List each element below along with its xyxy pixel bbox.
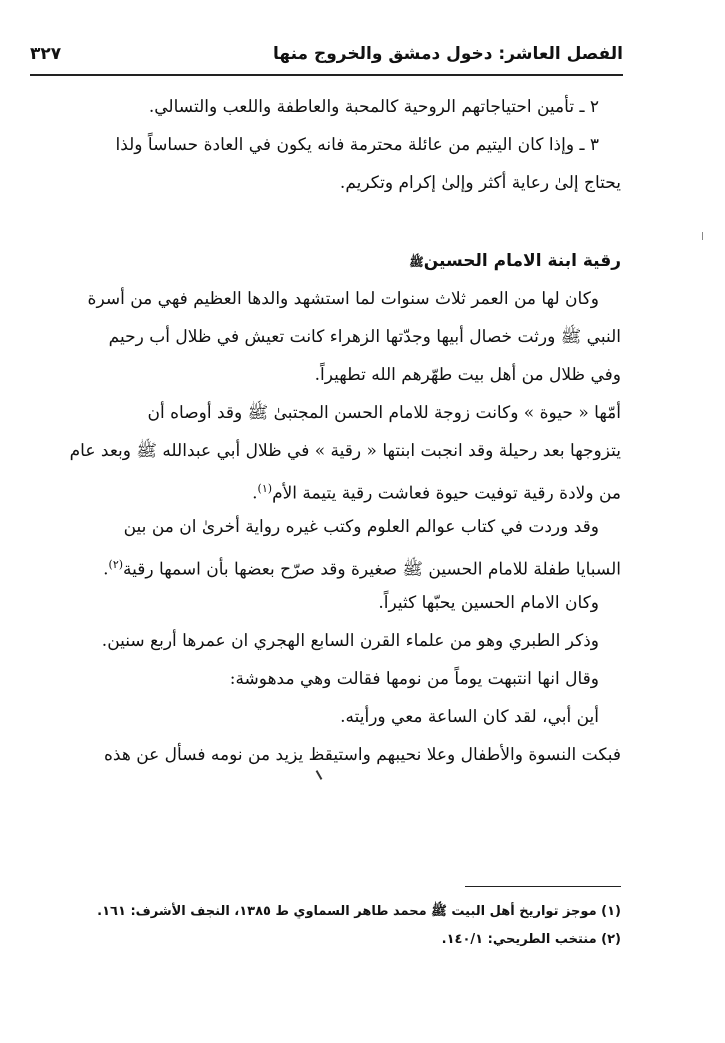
footnote-ref-2: (٢)	[108, 558, 124, 571]
paragraph-2-line-3-text: من ولادة رقية توفيت حيوة فعاشت رقية يتيمة الأم	[272, 483, 621, 504]
paragraph-3-line-1: وقد وردت في كتاب عوالم العلوم وكتب غيره رواية أخرىٰ ان من بين	[123, 517, 599, 537]
footnote-2: (٢) منتخب الطريحي: ١٤٠/١.	[441, 932, 621, 947]
section-heading	[44, 242, 621, 280]
list-item-3-line-2: يحتاج إلىٰ رعاية أكثر وإلىٰ إكرام وتكريم.	[339, 173, 621, 193]
paragraph-6: وقال انها انتبهت يوماً من نومها فقالت وهي مدهوشة:	[229, 669, 599, 689]
page-number: ٣٢٧	[30, 44, 62, 64]
chapter-title: الفصل العاشر: دخول دمشق والخروج منها	[273, 44, 623, 64]
paragraph-1-line-1: وكان لها من العمر ثلاث سنوات لما استشهد والدها العظيم فهي من أسرة	[87, 289, 599, 309]
footnotes	[44, 898, 621, 954]
page-header	[30, 44, 623, 76]
header-divider	[30, 74, 623, 76]
footnote-ref-1: (١)	[257, 482, 273, 495]
list-item-3-line-1: ٣ ـ وإذا كان اليتيم من عائلة محترمة فانه يكون في العادة حساساً ولذا	[115, 135, 599, 155]
paragraph-3-line-2-text: السبايا طفلة للامام الحسين ﷺ صغيرة وقد صرّح بعضها بأن اسمها رقية	[123, 559, 621, 580]
paragraph-2-line-2: يتزوجها بعد رحيلة وقد انجبت ابنتها « رقية » في ظلال أبي عبدالله ﷺ وبعد عام	[69, 441, 621, 461]
footnote-divider	[465, 886, 621, 887]
margin-mark	[702, 232, 703, 240]
paragraph-2-end: .	[252, 483, 258, 504]
paragraph-3-end: .	[103, 559, 109, 580]
paragraph-8: فبكت النسوة والأطفال وعلا نحيبهم واستيقظ يزيد من نومه فسأل عن هذه	[104, 745, 621, 765]
paragraph-1-line-3: وفي ظلال من أهل بيت طهّرهم الله تطهيراً.	[314, 365, 621, 385]
paragraph-1-line-2: النبي ﷺ ورثت خصال أبيها وجدّتها الزهراء كانت تعيش في ظلال أب رحيم	[108, 327, 621, 347]
honorific-glyph: ﷺ	[409, 255, 424, 269]
paragraph-3-line-2	[44, 546, 621, 584]
footnote-1: (١) موجز تواريخ أهل البيت ﷺ محمد طاهر السماوي ط ١٣٨٥، النجف الأشرف: ١٦١.	[97, 904, 621, 919]
paragraph-2-line-3	[44, 470, 621, 508]
paragraph-7: أين أبي، لقد كان الساعة معي ورأيته.	[340, 707, 599, 727]
list-item-2: ٢ ـ تأمين احتياجاتهم الروحية كالمحبة والعاطفة واللعب والتسالي.	[148, 97, 599, 117]
paragraph-2-line-1: أمّها « حيوة » وكانت زوجة للامام الحسن المجتبىٰ ﷺ وقد أوصاه أن	[147, 403, 621, 423]
section-heading-text: رقية ابنة الامام الحسين	[423, 251, 621, 271]
main-text	[44, 88, 621, 774]
paragraph-4: وكان الامام الحسين يحبّها كثيراً.	[378, 593, 599, 613]
paragraph-5: وذكر الطبري وهو من علماء القرن السابع الهجري ان عمرها أربع سنين.	[101, 631, 599, 651]
